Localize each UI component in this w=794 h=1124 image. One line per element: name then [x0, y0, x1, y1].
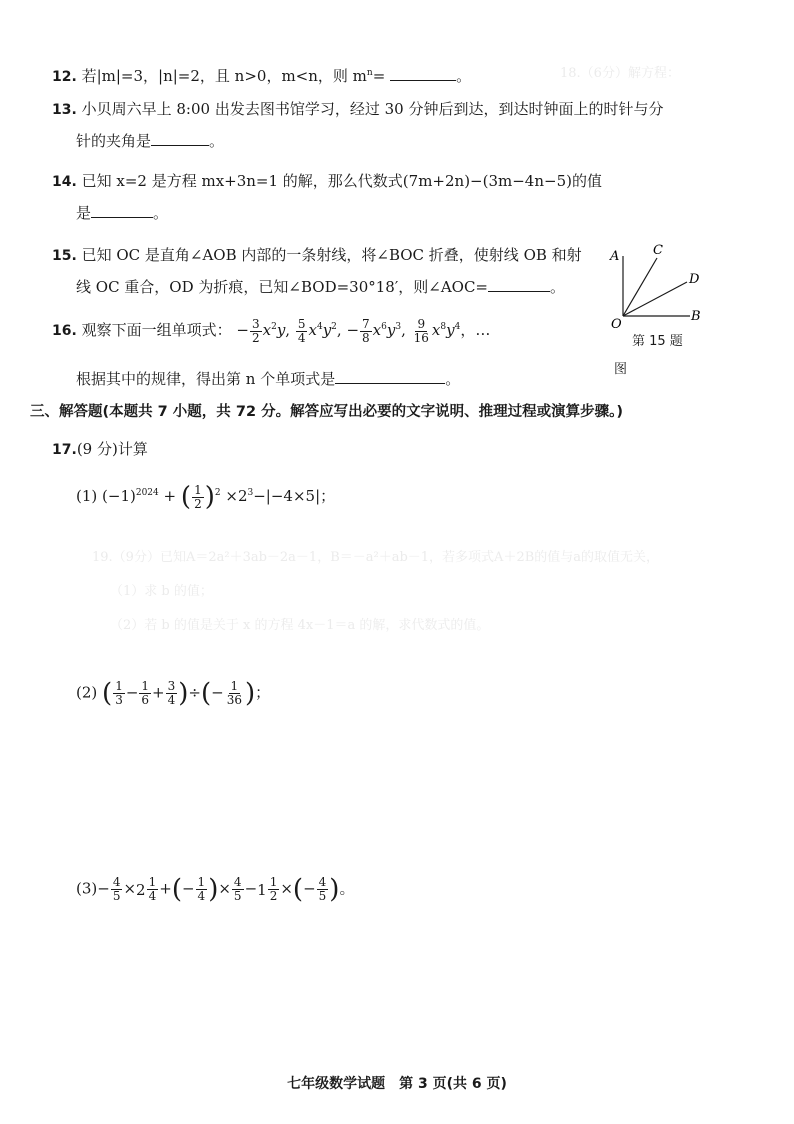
answer-blank[interactable] [390, 65, 456, 81]
question-number: 12. [52, 69, 77, 85]
fraction: $\frac{5}{4}$ [297, 316, 306, 345]
exponent: 2 [214, 488, 221, 498]
fraction: $\frac{4}{5}$ [233, 875, 242, 903]
bleed-text-2: 19.（9分）已知A＝2a²＋3ab－2a－1，B＝－a²＋ab－1，若多项式A＋2B的值与a的取值无关， [92, 550, 660, 565]
question-text: 观察下面一组单项式： [81, 321, 232, 339]
answer-blank[interactable] [335, 368, 445, 384]
part-3: (3)− $\frac{4}{5}$ ×2 $\frac{1}{4}$ +(− $\frac{1}{4}$ )× $\frac{4}{5}$ −1 $\frac{1}{2}$ ×(− $\frac{4}{5}$ )。 [76, 874, 355, 905]
part-label: (1) [76, 487, 98, 505]
question-text-line2: 是 [76, 204, 92, 222]
bleed-text-4: （2）若 b 的值是关于 x 的方程 4x－1＝a 的解，求代数式的值。 [110, 618, 490, 633]
fraction: $\frac{1}{4}$ [197, 875, 206, 903]
answer-blank[interactable] [488, 276, 550, 292]
figure-caption: 第 15 题 [632, 334, 683, 349]
question-text-line2: 线 OC 重合，OD 为折痕，已知∠BOD=30°18′，则∠AOC= [76, 278, 488, 296]
question-number: 13. [52, 102, 77, 118]
question-14 [52, 170, 602, 193]
section-title: 三、解答题(本题共 7 小题，共 72 分。解答应写出必要的文字说明、推理过程或演算步骤。) [30, 404, 623, 420]
question-text: 若|m|=3，|n|=2，且 n>0，m<n，则 m [81, 67, 367, 85]
period: 。 [456, 67, 472, 85]
question-15-line2 [76, 276, 565, 298]
question-14-line2 [76, 202, 168, 224]
fraction: $\frac{3}{4}$ [167, 679, 176, 707]
times: ×2 [225, 487, 248, 505]
term-4: $\frac{9}{16}$ $x^8y^4$ [413, 316, 461, 345]
question-text-line1: 小贝周六早上 8:00 出发去图书馆学习，经过 30 分钟后到达，到达时钟面上的时针与分 [81, 100, 664, 118]
angle-figure [605, 238, 715, 378]
fraction: $\frac{4}{5}$ [318, 875, 327, 903]
bleed-text-1: 18.（6分）解方程： [560, 66, 680, 81]
exponent: 3 [247, 488, 254, 498]
question-12 [52, 62, 471, 88]
part-1: (1) $(-1)^{2024}$ + ( $\frac{1}{2}$ )$^2 \times 2^3-|-4\times 5|$； [76, 482, 336, 512]
question-15 [52, 244, 582, 267]
question-number: 15. [52, 248, 77, 264]
question-number: 16. [52, 323, 77, 339]
question-title: (9 分)计算 [76, 440, 148, 458]
ellipsis: ，… [460, 321, 491, 339]
plus: + [163, 487, 177, 505]
divide: ÷ [188, 683, 201, 702]
exponent: n [366, 68, 373, 78]
question-17 [52, 438, 148, 461]
period: 。 [445, 370, 461, 388]
fraction: $\frac{1}{6}$ [141, 679, 150, 707]
question-16: 16. 观察下面一组单项式： − $\frac{3}{2}$ $x^2y$, $\frac{5}{4}$ $x^4y^2$, − $\frac{7}{8}$ $x^6y^3$, $\frac{9}{16}$ $x^8y^4$，… [52, 316, 491, 345]
question-16-line2 [76, 368, 460, 390]
label-d: D [689, 272, 700, 287]
term-a: (−1) [102, 487, 136, 505]
figure-caption-2: 图 [614, 362, 628, 377]
label-o: O [611, 317, 622, 332]
semicolon: ； [255, 683, 271, 702]
fraction: $\frac{1}{3}$ [115, 679, 123, 707]
part-label: (2) [76, 683, 98, 702]
question-13-line2 [76, 130, 224, 152]
exponent: 2024 [135, 488, 159, 498]
fraction-half: $\frac{1}{2}$ [194, 482, 202, 511]
rest: −|−4×5|； [253, 487, 336, 505]
bleed-text-3: （1）求 b 的值； [110, 584, 213, 599]
equals: = [372, 67, 386, 85]
fraction: $\frac{7}{8}$ [362, 316, 370, 345]
label-b: B [691, 309, 701, 324]
page-footer: 七年级数学试题 第 3 页(共 6 页) [287, 1076, 507, 1092]
fraction: $\frac{9}{16}$ [413, 316, 429, 345]
question-text-line1: 已知 OC 是直角∠AOB 内部的一条射线，将∠BOC 折叠，使射线 OB 和射 [81, 246, 582, 264]
question-text-line2: 根据其中的规律，得出第 n 个单项式是 [76, 370, 336, 388]
period: 。 [339, 879, 355, 898]
term-3: − $\frac{7}{8}$ $x^6y^3$ [346, 316, 402, 345]
answer-blank[interactable] [151, 130, 209, 146]
period: 。 [153, 204, 169, 222]
question-text-line2: 针的夹角是 [76, 132, 152, 150]
answer-blank[interactable] [91, 202, 153, 218]
period: 。 [550, 278, 566, 296]
question-text-line1: 已知 x=2 是方程 mx+3n=1 的解，那么代数式(7m+2n)−(3m−4n−5)的值 [81, 172, 602, 190]
mixed-number: 1 $\frac{1}{2}$ [257, 875, 278, 903]
term-1: − $\frac{3}{2}$ $x^2y$ [236, 316, 286, 345]
fraction: $\frac{3}{2}$ [251, 316, 260, 345]
fraction: $\frac{1}{36}$ [226, 679, 243, 707]
fraction: $\frac{4}{5}$ [112, 875, 121, 903]
part-label: (3) [76, 879, 98, 898]
term-2: $\frac{5}{4}$ $x^4y^2$ [297, 316, 337, 345]
label-a: A [610, 249, 620, 264]
question-number: 14. [52, 174, 77, 190]
question-13 [52, 98, 663, 121]
period: 。 [209, 132, 225, 150]
question-number: 17. [52, 442, 77, 458]
label-c: C [653, 243, 663, 258]
mixed-number: 2 $\frac{1}{4}$ [136, 875, 157, 903]
part-2: (2) ( $\frac{1}{3}$ − $\frac{1}{6}$ + $\frac{3}{4}$ )÷(− $\frac{1}{36}$ )； [76, 678, 271, 709]
